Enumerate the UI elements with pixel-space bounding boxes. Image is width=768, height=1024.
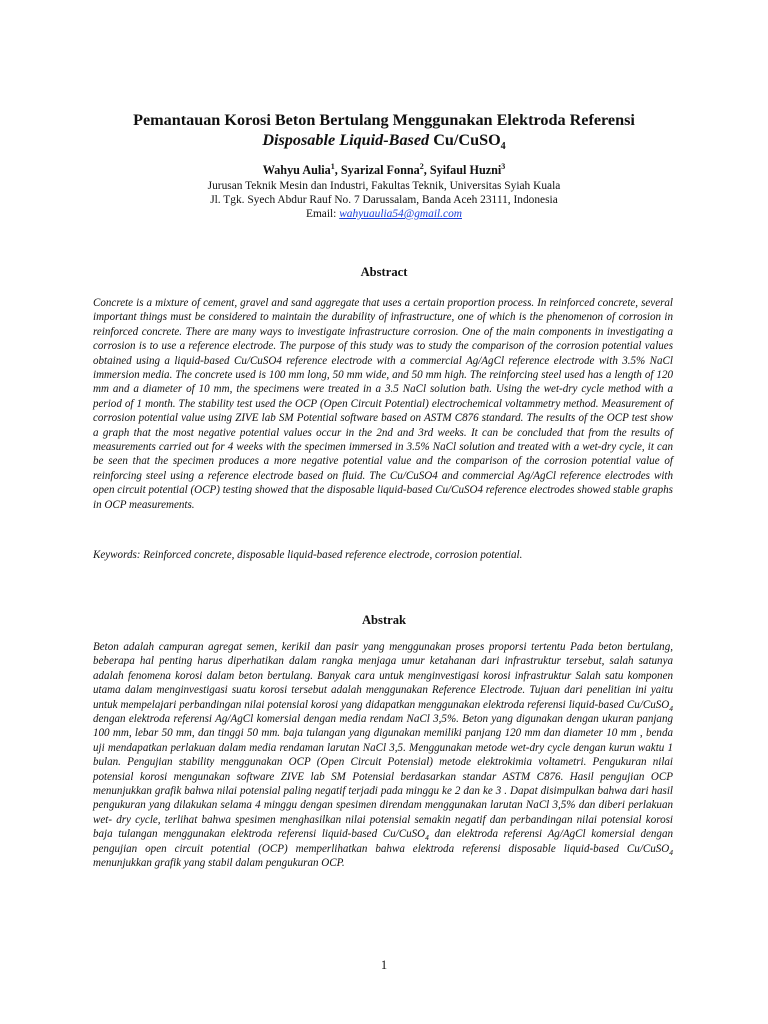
affiliation-line-1: Jurusan Teknik Mesin dan Industri, Fakultas Teknik, Universitas Syiah Kuala (207, 180, 561, 192)
author-separator: , (423, 163, 430, 177)
email-line (0, 207, 768, 221)
paper-title (0, 110, 768, 153)
email-label: Email: (305, 208, 340, 220)
formula-subscript: 4 (425, 833, 429, 843)
formula-subscript: 4 (669, 703, 673, 713)
abstrak-text-part-2: dengan elektroda referensi Ag/AgCl komersial dengan media rendam NaCl 3,5%. Beton yang digunakan dengan ukuran panjang 100 mm, lebar 50 mm, dan tinggi 50 mm. baja tulangan yang digunakan memiliki panjang 120 mm dan diameter 10 mm , benda uji mendapatkan perlakuan dalam media rendaman larutan NaCl 3,5. Menggunakan metode wet-dry cycle dengan kurun waktu 1 bulan. Pengujian stability menggunakan OCP (Open Circuit Potensial) metode elektrokimia voltametri. Pengukuran nilai potensial korosi mengunakan software ZIVE lab SM Potensial berdasarkan standar ASTM C876. Hasil pengujian OCP menunjukkan grafik bahwa nilai potensial paling negatif terjadi pada minggu ke 2 dan ke 3 . Dapat disimpulkan bahwa dari hasil pengukuran yang dilakukan selama 4 minggu dengan spesimen direndam menggunakan larutan NaCl 3,5% dan diberi perlakuan wet- dry cycle, terlihat bahwa spesimen menghasilkan nilai potensial semakin negatif dan perbandingan nilai potensial korosi baja tulangan menggunakan elektroda referensi liquid-based Cu/CuSO (93, 713, 673, 841)
affiliation-line-2: Jl. Tgk. Syech Abdur Rauf No. 7 Darussalam, Banda Aceh 23111, Indonesia (210, 194, 558, 206)
affiliation-block (0, 179, 768, 221)
abstract-text: Concrete is a mixture of cement, gravel and sand aggregate that uses a certain proportion process. In reinforced concrete, several important things must be considered to maintain the durability of infrastructure, one of which is the phenomenon of corrosion in reinforced concrete. There are many ways to investigate infrastructure corrosion. One of the main components in investigating a corrosion is to use a reference electrode. The purpose of this study was to study the comparison of the corrosion potential values obtained using a liquid-based Cu/CuSO4 reference electrode with a commercial Ag/AgCl reference electrode with 3.5% NaCl immersion media. The concrete used is 100 mm long, 50 mm wide, and 50 mm high. The reinforcing steel used has a length of 120 mm and a diameter of 10 mm, the specimens were treated in a 3.5 NaCl solution bath. Using the wet-dry cycle method with a period of 1 month. The stability test used the OCP (Open Circuit Potential) electrochemical voltammetry method. Measurement of corrosion potential value using ZIVE lab SM Potential software based on ASTM C876 standard. The results of the OCP test show a graph that the most negative potential values occur in the 2nd and 3rd weeks. It can be concluded that from the results of measurements carried out for 4 weeks with the specimen immersed in 3.5% NaCl solution and treated with a wet-dry cycle, it can be seen that the specimen produces a more negative potential value and the comparison of the corrosion potential value of reinforcing steel using a reference electrode based on fluid. The Cu/CuSO4 and commercial Ag/AgCl reference electrodes with open circuit potential (OCP) testing showed that the disposable liquid-based Cu/CuSO4 reference electrodes showed stable graphs in OCP measurements. (93, 297, 673, 511)
author-name: Wahyu Aulia (262, 163, 331, 177)
abstrak-text-part-3: dan elektroda referensi Ag/AgCl komersial dengan pengujian open circuit potential (OCP) memperlihatkan bahwa elektroda referensi disposable liquid-based Cu/CuSO (93, 828, 673, 855)
formula-subscript: 4 (669, 847, 673, 857)
title-italic-part: Disposable Liquid-Based (262, 131, 430, 149)
author-separator: , (334, 163, 341, 177)
keywords-line: Keywords: Reinforced concrete, disposable liquid-based reference electrode, corrosion potential. (93, 549, 523, 561)
abstrak-text (93, 640, 673, 871)
abstrak-heading: Abstrak (361, 613, 407, 627)
abstract-heading: Abstract (360, 265, 408, 279)
title-formula: Cu/CuSO (433, 131, 501, 149)
title-formula-subscript: 4 (500, 141, 506, 153)
title-line-1: Pemantauan Korosi Beton Bertulang Menggunakan Elektroda Referensi (133, 111, 635, 129)
author-affiliation-mark: 1 (330, 161, 335, 171)
abstrak-text-part-4: menunjukkan grafik yang stabil dalam pengukuran OCP. (93, 857, 345, 870)
author-affiliation-mark: 3 (501, 161, 506, 171)
author-name: Syifaul Huzni (429, 163, 502, 177)
email-link[interactable]: wahyuaulia54@gmail.com (339, 208, 462, 220)
author-list (0, 163, 768, 178)
abstrak-text-part-1: Beton adalah campuran agregat semen, kerikil dan pasir yang menggunakan proses proporsi tertentu Pada beton bertulang, beberapa hal penting harus diperhatikan dalam rangka menjaga umur ketahanan dari infrastruktur tersebut, salah satunya adalah fenomena korosi dalam beton bertulang. Banyak cara untuk menginvestigasi korosi infrastruktur Salah satu komponen utama dalam menginvestigasi suatu korosi tersebut adalah menggunakan Reference Electrode. Tujuan dari penelitian ini yaitu untuk mempelajari perbandingan nilai potensial korosi yang didapatkan menggunakan elektroda referensi liquid-based Cu/CuSO (93, 641, 673, 711)
author-name: Syarizal Fonna (340, 163, 420, 177)
author-affiliation-mark: 2 (419, 161, 424, 171)
page-number: 1 (380, 958, 388, 972)
title-line-2 (0, 130, 768, 153)
